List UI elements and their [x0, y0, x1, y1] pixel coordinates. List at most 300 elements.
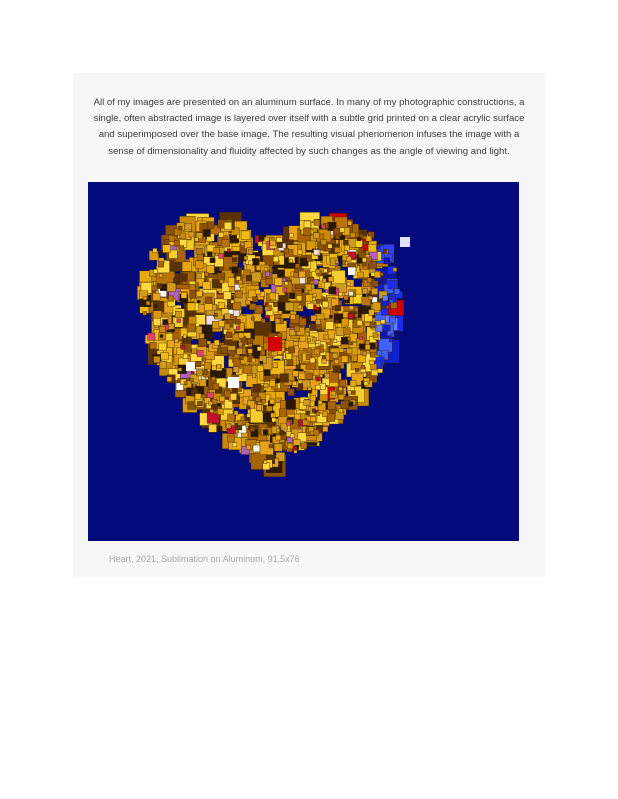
mosaic-tile: [329, 287, 336, 294]
mosaic-tile: [362, 262, 366, 266]
mosaic-tile: [322, 301, 328, 307]
mosaic-tile: [323, 426, 328, 431]
mosaic-tile: [295, 264, 299, 268]
mosaic-tile: [292, 276, 300, 284]
mosaic-tile: [154, 305, 157, 308]
mosaic-tile: [349, 306, 353, 310]
mosaic-tile: [189, 232, 194, 237]
mosaic-tile: [294, 450, 297, 453]
mosaic-tile: [203, 230, 210, 237]
mosaic-tile: [372, 281, 378, 287]
mosaic-tile: [328, 401, 336, 409]
mosaic-tile: [358, 272, 364, 278]
mosaic-tile: [307, 303, 313, 309]
mosaic-tile: [228, 435, 235, 442]
mosaic-tile: [224, 292, 232, 300]
mosaic-tile: [233, 367, 239, 373]
mosaic-tile: [196, 370, 202, 376]
mosaic-tile: [311, 417, 316, 422]
mosaic-tile: [217, 426, 222, 431]
mosaic-tile: [259, 235, 265, 241]
mosaic-tile: [372, 297, 378, 303]
mosaic-tile: [304, 221, 311, 228]
mosaic-tile: [340, 228, 345, 233]
mosaic-tile: [348, 337, 351, 340]
mosaic-tile: [299, 373, 305, 379]
mosaic-tile: [277, 270, 284, 277]
mosaic-tile: [261, 319, 265, 323]
mosaic-tile: [277, 429, 280, 432]
mosaic-tile: [308, 387, 311, 390]
mosaic-tile: [352, 391, 356, 395]
mosaic-tile: [249, 344, 252, 347]
mosaic-tile: [187, 323, 196, 332]
mosaic-tile: [264, 370, 270, 376]
mosaic-tile: [373, 302, 381, 310]
mosaic-tile: [224, 222, 232, 230]
mosaic-tile: [253, 297, 258, 302]
mosaic-tile: [182, 262, 192, 272]
mosaic-tile: [287, 443, 292, 448]
mosaic-tile: [238, 280, 242, 284]
mosaic-tile: [384, 325, 390, 331]
mosaic-tile: [219, 254, 224, 259]
mosaic-tile: [342, 261, 346, 265]
mosaic-tile: [217, 273, 225, 281]
mosaic-tile: [368, 244, 377, 253]
mosaic-tile: [203, 282, 211, 290]
mosaic-tile: [362, 352, 366, 356]
mosaic-tile: [275, 379, 279, 383]
mosaic-tile: [347, 282, 350, 285]
mosaic-tile: [382, 308, 389, 315]
mosaic-tile: [347, 348, 353, 354]
mosaic-tile: [264, 461, 267, 464]
mosaic-tile: [289, 293, 295, 299]
mosaic-tile: [203, 358, 206, 361]
mosaic-tile: [158, 251, 162, 255]
mosaic-tile: [355, 314, 359, 318]
mosaic-tile: [298, 250, 303, 255]
mosaic-tile: [195, 394, 201, 400]
mosaic-tile: [300, 336, 306, 342]
mosaic-tile: [306, 333, 309, 336]
mosaic-tile: [388, 280, 397, 289]
mosaic-tile: [229, 350, 235, 356]
mosaic-tile: [310, 358, 315, 363]
mosaic-tile: [222, 348, 228, 354]
mosaic-tile: [317, 299, 321, 303]
mosaic-tile: [266, 272, 270, 276]
mosaic-tile: [370, 322, 376, 328]
mosaic-tile: [314, 349, 319, 354]
mosaic-tile: [316, 320, 321, 325]
mosaic-tile: [306, 295, 313, 302]
mosaic-tile: [332, 270, 346, 284]
mosaic-tile: [333, 339, 336, 342]
mosaic-tile: [270, 240, 276, 246]
mosaic-tile: [152, 286, 157, 291]
mosaic-tile: [269, 444, 273, 448]
mosaic-tile: [313, 293, 316, 296]
mosaic-tile: [252, 258, 259, 265]
mosaic-tile: [290, 434, 294, 438]
mosaic-tile: [233, 258, 238, 263]
mosaic-tile: [348, 391, 351, 394]
artwork-caption: Heart, 2021, Sublimation on Aluminum, 91.5x76: [109, 554, 300, 564]
mosaic-tile: [301, 443, 307, 449]
mosaic-tile: [197, 300, 200, 303]
mosaic-tile: [192, 349, 197, 354]
mosaic-tile: [197, 291, 202, 296]
mosaic-tile: [246, 275, 252, 281]
mosaic-tile: [390, 300, 393, 303]
mosaic-tile: [284, 248, 289, 253]
mosaic-tile: [239, 356, 243, 360]
mosaic-tile: [251, 272, 261, 282]
mosaic-tile: [335, 260, 338, 263]
mosaic-tile: [347, 256, 352, 261]
mosaic-tile: [321, 240, 326, 245]
mosaic-tile: [295, 414, 301, 420]
mosaic-tile: [256, 405, 261, 410]
mosaic-tile: [318, 284, 321, 287]
mosaic-tile: [323, 412, 328, 417]
mosaic-tile: [290, 315, 295, 320]
mosaic-tile: [272, 418, 276, 422]
mosaic-tile: [246, 423, 250, 427]
mosaic-tile: [277, 242, 283, 248]
mosaic-tile: [333, 366, 340, 373]
mosaic-tile: [286, 400, 296, 410]
mosaic-tile: [168, 296, 173, 301]
mosaic-tile: [174, 240, 180, 246]
mosaic-tile: [365, 345, 370, 350]
mosaic-tile: [184, 382, 187, 385]
mosaic-tile: [273, 257, 278, 262]
mosaic-tile: [256, 397, 261, 402]
mosaic-tile: [196, 248, 202, 254]
mosaic-tile: [351, 355, 357, 361]
mosaic-tile: [318, 400, 322, 404]
mosaic-tile: [197, 254, 203, 260]
mosaic-tile: [154, 269, 158, 273]
mosaic-tile: [363, 289, 368, 294]
mosaic-tile: [363, 236, 366, 239]
mosaic-tile: [276, 435, 281, 440]
mosaic-tile: [244, 365, 252, 373]
mosaic-tile: [160, 335, 163, 338]
mosaic-tile: [288, 389, 295, 396]
mosaic-tile: [209, 401, 213, 405]
mosaic-tile: [314, 250, 320, 256]
heart-mosaic-graphic: [88, 182, 519, 541]
mosaic-tile: [279, 409, 287, 417]
mosaic-tile: [314, 430, 319, 435]
mosaic-tile: [355, 368, 359, 372]
mosaic-tile: [163, 319, 168, 324]
mosaic-tile: [226, 332, 232, 338]
mosaic-tile: [285, 282, 288, 285]
mosaic-tile: [263, 430, 268, 435]
mosaic-tile: [159, 274, 162, 277]
mosaic-tile: [313, 279, 318, 284]
mosaic-tile: [181, 345, 185, 349]
mosaic-tile: [240, 284, 244, 288]
mosaic-tile: [289, 347, 295, 353]
mosaic-tile: [246, 445, 251, 450]
mosaic-tile: [299, 318, 306, 325]
mosaic-tile: [376, 325, 383, 332]
mosaic-tile: [335, 320, 338, 323]
mosaic-tile: [310, 281, 313, 284]
mosaic-tile: [359, 344, 365, 350]
mosaic-tile: [344, 295, 349, 300]
mosaic-tile: [260, 292, 265, 297]
mosaic-tile: [175, 311, 181, 317]
mosaic-tile: [383, 249, 386, 252]
mosaic-tile: [316, 324, 321, 329]
mosaic-tile: [264, 383, 269, 388]
artwork-image-heart: [88, 182, 519, 541]
mosaic-tile: [385, 261, 388, 264]
mosaic-tile: [365, 341, 369, 345]
mosaic-tile: [324, 269, 328, 273]
mosaic-tile: [357, 237, 361, 241]
mosaic-tile: [350, 381, 356, 387]
mosaic-tile: [207, 252, 212, 257]
mosaic-tile: [150, 342, 156, 348]
mosaic-tile: [316, 269, 320, 273]
mosaic-tile: [335, 305, 341, 311]
mosaic-tile: [189, 317, 197, 325]
mosaic-tile: [306, 411, 310, 415]
intro-paragraph: All of my images are presented on an aluminum surface. In many of my photographic constructions, a single, often abstracted image is layered over itself with a subtle grid printed on a clear acrylic surface and superimposed over the base image. The resulting visual phenomenon infuses the image with a sense of dimensionality and fluidity affected by such changes as the angle of viewing and light.: [93, 97, 525, 157]
mosaic-tile: [219, 267, 223, 271]
mosaic-tile: [238, 420, 243, 425]
mosaic-tile: [390, 318, 396, 324]
mosaic-tile: [257, 347, 261, 351]
mosaic-tile: [250, 427, 255, 432]
mosaic-tile: [332, 353, 337, 358]
mosaic-tile: [341, 337, 348, 344]
mosaic-tile: [348, 221, 352, 225]
mosaic-tile: [199, 334, 204, 339]
mosaic-tile: [369, 296, 373, 300]
mosaic-tile: [349, 291, 354, 296]
mosaic-tile: [273, 363, 278, 368]
mosaic-tile: [391, 334, 395, 338]
mosaic-tile: [270, 381, 276, 387]
mosaic-tile: [189, 284, 195, 290]
mosaic-tile: [209, 424, 217, 432]
mosaic-tile: [313, 228, 318, 233]
mosaic-tile: [328, 277, 333, 282]
mosaic-tile: [371, 288, 377, 294]
mosaic-tile: [280, 374, 289, 383]
mosaic-tile: [290, 234, 294, 238]
mosaic-tile: [296, 295, 302, 301]
mosaic-tile: [299, 271, 306, 278]
mosaic-tile: [285, 302, 293, 310]
mosaic-tile: [153, 318, 161, 326]
mosaic-tile: [308, 427, 313, 432]
mosaic-tile: [377, 351, 382, 356]
mosaic-tile: [326, 322, 334, 330]
mosaic-tile: [195, 361, 201, 367]
mosaic-tile: [239, 342, 243, 346]
mosaic-tile: [195, 237, 199, 241]
mosaic-tile: [324, 335, 329, 340]
mosaic-tile: [322, 225, 326, 229]
mosaic-tile: [303, 228, 311, 236]
mosaic-tile: [344, 245, 349, 250]
mosaic-tile: [167, 340, 174, 347]
mosaic-tile: [203, 370, 207, 374]
mosaic-tile: [280, 431, 284, 435]
mosaic-tile: [380, 273, 383, 276]
mosaic-tile: [292, 381, 296, 385]
mosaic-tile: [307, 373, 313, 379]
mosaic-tile: [241, 242, 245, 246]
mosaic-tile: [339, 292, 343, 296]
mosaic-tile: [213, 384, 219, 390]
mosaic-tile: [314, 369, 320, 375]
mosaic-accent-tile: [400, 237, 410, 247]
mosaic-tile: [187, 303, 195, 311]
mosaic-tile: [178, 368, 182, 372]
mosaic-tile: [327, 414, 335, 422]
mosaic-tile: [252, 374, 256, 378]
mosaic-tile: [236, 326, 240, 330]
mosaic-tile: [237, 348, 243, 354]
mosaic-tile: [220, 396, 225, 401]
mosaic-tile: [252, 358, 256, 362]
mosaic-tile: [158, 262, 164, 268]
mosaic-tile: [253, 445, 260, 452]
mosaic-tile: [316, 303, 320, 307]
mosaic-tile: [167, 377, 172, 382]
mosaic-tile: [307, 339, 310, 342]
mosaic-tile: [260, 361, 263, 364]
mosaic-tile: [343, 240, 348, 245]
mosaic-tile: [389, 339, 392, 342]
mosaic-tile: [253, 384, 261, 392]
mosaic-tile: [339, 387, 343, 391]
mosaic-tile: [394, 289, 399, 294]
mosaic-tile: [341, 401, 349, 409]
mosaic-tile: [222, 239, 230, 247]
mosaic-tile: [161, 352, 169, 360]
mosaic-tile: [251, 317, 254, 320]
mosaic-tile: [391, 302, 397, 308]
mosaic-tile: [241, 231, 250, 240]
mosaic-tile: [339, 380, 345, 386]
mosaic-tile: [143, 297, 146, 300]
mosaic-tile: [214, 313, 217, 316]
mosaic-tile: [197, 401, 202, 406]
mosaic-tile: [167, 283, 176, 292]
mosaic-tile: [306, 284, 312, 290]
mosaic-tile: [247, 414, 250, 417]
mosaic-tile: [265, 307, 269, 311]
mosaic-tile: [234, 284, 240, 290]
mosaic-tile: [335, 235, 339, 239]
mosaic-tile: [159, 343, 167, 351]
mosaic-tile: [341, 356, 348, 363]
mosaic-tile: [287, 421, 291, 425]
mosaic-tile: [290, 259, 293, 262]
mosaic-tile: [235, 319, 240, 324]
mosaic-tile: [269, 293, 275, 299]
mosaic-tile: [279, 311, 282, 314]
mosaic-tile: [367, 278, 372, 283]
mosaic-tile: [366, 257, 371, 262]
mosaic-tile: [159, 326, 165, 332]
mosaic-tile: [364, 382, 368, 386]
mosaic-tile: [331, 392, 335, 396]
mosaic-tile: [204, 272, 208, 276]
mosaic-tile: [302, 380, 310, 388]
mosaic-tile: [227, 249, 230, 252]
mosaic-tile: [336, 327, 344, 335]
mosaic-tile: [355, 240, 362, 247]
mosaic-tile: [348, 267, 356, 275]
mosaic-tile: [293, 371, 299, 377]
mosaic-tile: [230, 286, 235, 291]
artwork-card: [73, 73, 545, 577]
mosaic-tile: [322, 279, 326, 283]
mosaic-tile: [148, 333, 155, 340]
mosaic-tile: [212, 399, 217, 404]
mosaic-tile: [217, 409, 223, 415]
mosaic-tile: [370, 352, 375, 357]
mosaic-tile: [381, 320, 385, 324]
mosaic-tile: [316, 385, 321, 390]
mosaic-tile: [239, 333, 244, 338]
mosaic-tile: [207, 222, 214, 229]
mosaic-tile: [175, 339, 179, 343]
mosaic-tile: [196, 261, 204, 269]
mosaic-tile: [271, 413, 276, 418]
mosaic-tile: [312, 409, 316, 413]
mosaic-tile: [143, 312, 147, 316]
mosaic-tile: [219, 232, 224, 237]
mosaic-tile: [153, 293, 160, 300]
mosaic-tile: [152, 276, 157, 281]
mosaic-tile: [313, 233, 319, 239]
mosaic-tile: [316, 412, 320, 416]
mosaic-tile: [179, 246, 184, 251]
mosaic-tile: [164, 239, 169, 244]
mosaic-tile: [232, 235, 236, 239]
mosaic-accent-tile: [228, 377, 239, 388]
mosaic-tile: [274, 444, 282, 452]
mosaic-tile: [225, 314, 231, 320]
mosaic-tile: [275, 278, 282, 285]
mosaic-tile: [350, 232, 355, 237]
mosaic-tile: [190, 378, 194, 382]
mosaic-tile: [286, 354, 292, 360]
mosaic-tile: [256, 290, 260, 294]
mosaic-tile: [235, 291, 242, 298]
mosaic-tile: [197, 350, 203, 356]
mosaic-tile: [249, 261, 253, 265]
mosaic-tile: [217, 364, 221, 368]
mosaic-tile: [174, 278, 179, 283]
mosaic-tile: [366, 236, 371, 241]
mosaic-tile: [322, 297, 325, 300]
